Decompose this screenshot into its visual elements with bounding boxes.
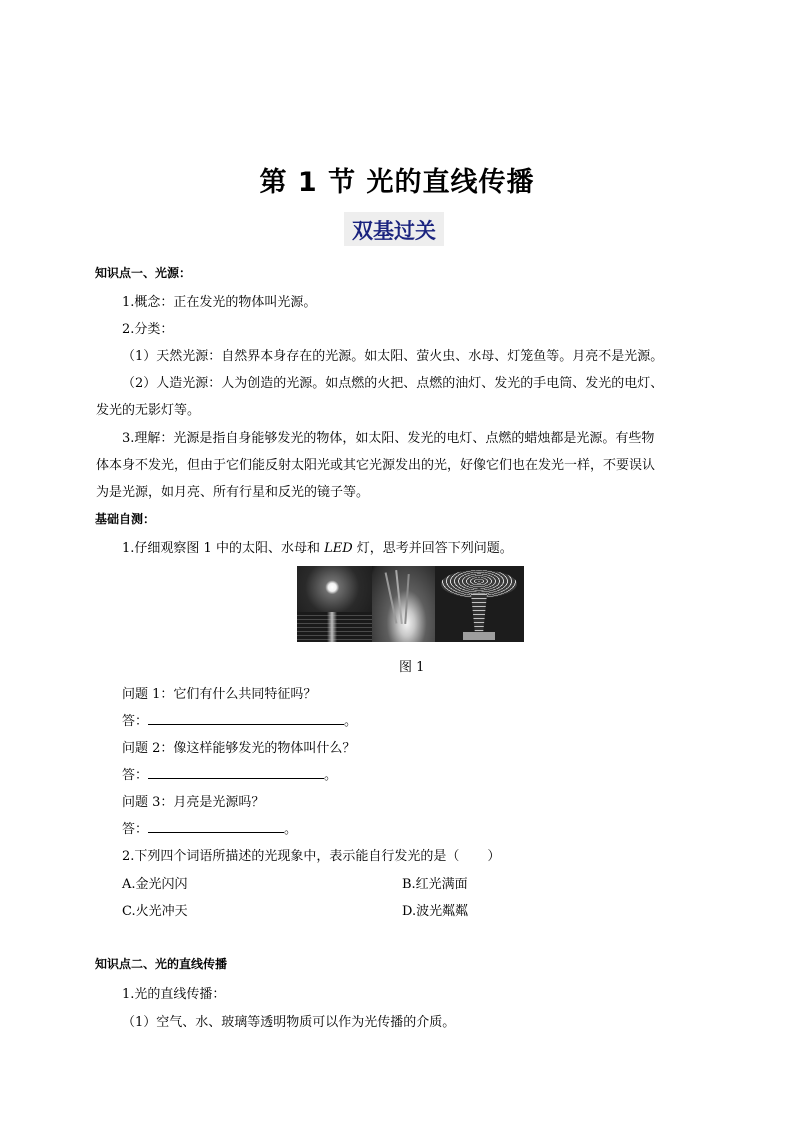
answer-1 [122, 710, 357, 729]
q2-text-after: ） [487, 849, 501, 864]
natural-source-text: （1）天然光源：自然界本身存在的光源。如太阳、萤火虫、水母、灯笼鱼等。月亮不是光源。 [122, 349, 664, 364]
figure-caption: 图 1 [399, 660, 425, 675]
section1-heading: 知识点一、光源： [95, 266, 192, 280]
answer-end: 。 [284, 822, 298, 837]
question-choice [122, 845, 500, 864]
q1-text-before: 1.仔细观察图 1 中的太阳、水母和 [122, 541, 325, 556]
led-lamp-image [435, 566, 524, 642]
led-text: LED [324, 541, 353, 556]
option-b: B.红光满面 [402, 877, 468, 892]
question-1-prompt [122, 537, 513, 556]
option-d: D.波光粼粼 [402, 904, 469, 919]
understanding-text-end: 为是光源，如月亮、所有行星和反光的镜子等。 [96, 485, 370, 500]
answer-3-blank[interactable] [148, 819, 284, 833]
option-c: C.火光冲天 [122, 904, 188, 919]
category-text: 2.分类： [122, 322, 174, 337]
self-test-heading: 基础自测： [95, 512, 156, 526]
section2-heading: 知识点二、光的直线传播 [95, 957, 228, 971]
page-title: 第 1 节 光的直线传播 [259, 167, 535, 198]
artificial-source-text-cont: 发光的无影灯等。 [96, 403, 201, 418]
answer-end: 。 [324, 768, 338, 783]
answer-1-blank[interactable] [148, 711, 344, 725]
page-subtitle: 双基过关 [352, 219, 436, 243]
concept-text: 1.概念：正在发光的物体叫光源。 [122, 295, 317, 310]
medium-text: （1）空气、水、玻璃等透明物质可以作为光传播的介质。 [122, 1015, 456, 1030]
answer-end: 。 [344, 714, 358, 729]
answer-3 [122, 818, 297, 837]
artificial-source-text: （2）人造光源：人为创造的光源。如点燃的火把、点燃的油灯、发光的手电筒、发光的电灯、 [122, 376, 664, 391]
answer-label: 答： [122, 768, 149, 783]
sun-image [297, 566, 372, 642]
q2-text-before: 2.下列四个词语所描述的光现象中，表示能自行发光的是（ [122, 849, 460, 864]
answer-label: 答： [122, 822, 149, 837]
understanding-text-cont: 体本身不发光，但由于它们能反射太阳光或其它光源发出的光，好像它们也在发光一样，不要误认 [96, 458, 656, 473]
question-2: 问题 2：像这样能够发光的物体叫什么？ [122, 741, 356, 756]
question-1: 问题 1：它们有什么共同特征吗？ [122, 687, 317, 702]
q1-text-after: 灯，思考并回答下列问题。 [352, 541, 513, 556]
answer-2 [122, 764, 337, 783]
question-3: 问题 3：月亮是光源吗？ [122, 795, 265, 810]
understanding-text: 3.理解：光源是指自身能够发光的物体，如太阳、发光的电灯、点燃的蜡烛都是光源。有些物 [122, 431, 655, 446]
answer-label: 答： [122, 714, 149, 729]
figure-1-images [297, 566, 524, 642]
option-a: A.金光闪闪 [122, 877, 188, 892]
straight-line-item: 1.光的直线传播： [122, 987, 226, 1002]
jellyfish-image [372, 566, 435, 642]
answer-2-blank[interactable] [148, 765, 324, 779]
